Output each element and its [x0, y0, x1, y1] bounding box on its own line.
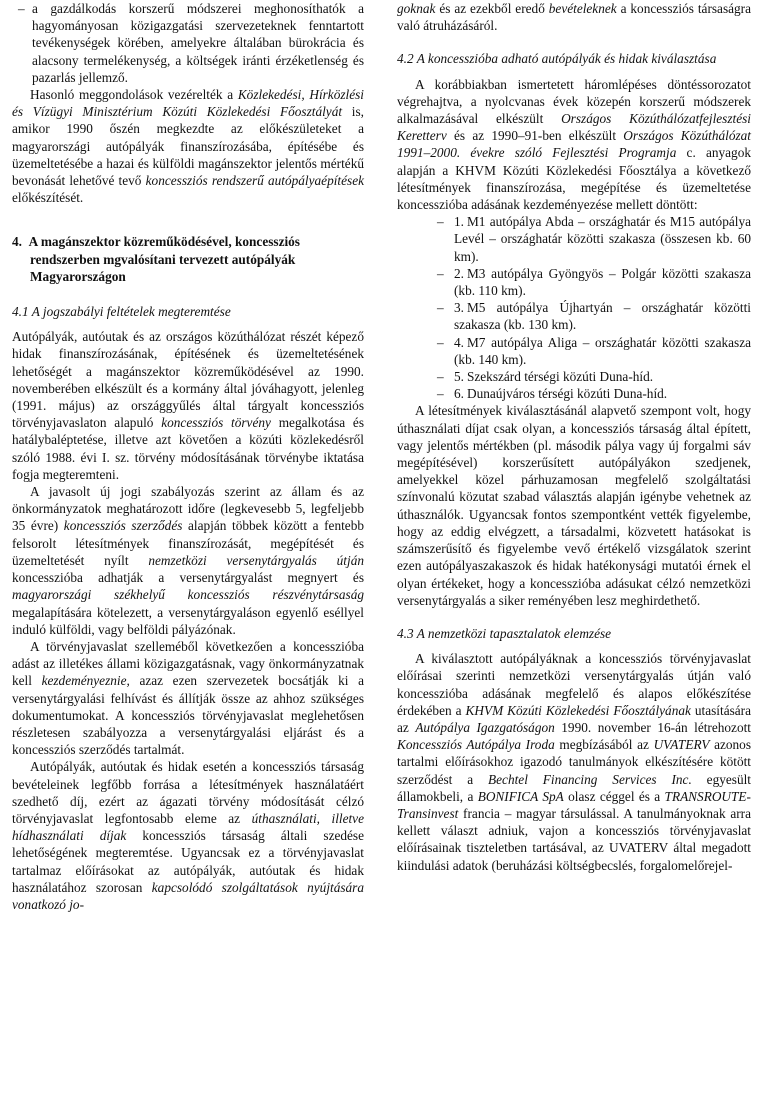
list-item: – 1. M1 autópálya Abda – országhatár és M15 autópálya Levél – országhatár közötti szakasza (összesen kb. 60 km).	[437, 214, 751, 264]
paragraph-initiation: A törvényjavaslat szelleméből következően a koncesszióba adást az illetékes állami közigazgatásnak, vagy önkormányzatnak kell kezdeményeznie, azaz ezen szervezetek bocsátják ki a versenytárgyalási felhívást és állítják össze az ahhoz szükséges dokumentumokat. A koncessziós törvényjavaslat meglehetősen részletesen szabályozza a versenytárgyalási eljárást és a koncessziós szerződés tartalmát.	[12, 638, 365, 758]
list-item: – 4. M7 autópálya Aliga – országhatár közötti szakasza (kb. 140 km).	[437, 334, 751, 367]
paragraph-criteria: A létesítmények kiválasztásánál alapvető szempont volt, hogy úthasználati díjat csak olyan, a koncessziós társaság által épített, vagy jelentős mértékben (pl. második pálya vagy új forgalmi sáv megépítésével) korszerűsített autópályákon szedjenek, amelyekkel közel párhuzamosan megfelelő szolgáltatási színvonalú közutat szabad választás alapján igénybe vehetnek az úthasználók. Ugyancsak fontos szempontként vették figyelembe, hogy az eddig elvégzett, a társadalmi, közvetett hatásokat is számszerűsítő és figyelembe vevő értékelő vizsgálatok szerint ezen autópályaszakaszok és hidak hatékonysági mutatói érnek el olyan értékeket, hogy a koncesszióba adásukat célzó nemzetközi versenytárgyalás a siker reményében lesz meghirdethető.	[397, 403, 751, 608]
list-item: – 3. M5 autópálya Újhartyán – országhatár közötti szakasza (kb. 130 km).	[437, 300, 751, 333]
paragraph-international: A kiválasztott autópályáknak a koncessziós törvényjavaslat előírásai szerinti nemzetközi versenytárgyalás útján való koncesszióba adásának megfelelő és alapos előkészítése érdekében a KHVM Közúti Közlekedési Főosztályának utasítására az Autópálya Igazgatóságon 1990. november 16-án létrehozott Koncessziós Autópálya Iroda megbízásából az UVATERV azonos tartalmi előírásokhoz igazodó tanulmányok elkészítésére kötött szerződést a Bechtel Financing Services Inc. egyesült államokbeli, a BONIFICA SpA olasz céggel és a TRANSROUTE-Transinvest francia – magyar társulással. A tanulmányoknak arra kellett választ adniuk, vajon a koncessziós törvényjavaslat előírásainak tiszteletben tartásával, az UVATERV által megadott kiindulási adatok (beruházási költségbecslés, forgalomelőrejel-	[397, 651, 752, 873]
list-item: – 5. Szekszárd térségi közúti Duna-híd.	[437, 369, 654, 385]
left-column	[12, 0, 364, 913]
paragraph-fees: Autópályák, autóutak és hidak esetén a koncessziós társaság bevételeinek legfőbb forrása a létesítmények használatáért szedhető díj, ezért az ágazati törvény módosítását célzó törvényjavaslat legfontosabb eleme az úthasználati, illetve hídhasználati díjak koncessziós társaság általi szedése lehetőségének megteremtése. Ugyancsak ez a törvényjavaslat tartalmaz előírásokat az autópályák, autóutak és hidak használatához szorosan kapcsolódó szolgáltatások nyújtására vonatkozó jo-	[12, 759, 364, 912]
right-column	[397, 0, 751, 874]
bullet-continuation: – a gazdálkodás korszerű módszerei meghonosíthatók a hagyományosan közigazgatási szervezeteknek fenntartott tevékenységek körében, amelyekre általában bürokrácia és alacsony termelékenység, a költségek iránti érzéketlenség és pazarlás jellemző.	[12, 0, 364, 86]
paragraph-regulation: A javasolt új jogi szabályozás szerint az állam és az önkormányzatok meghatározott időre (legkevesebb 5, legfeljebb 35 évre) koncessziós szerződés alapján többek között a fentebb felsorolt létesítmények finanszírozását, megépítését és üzemeltetését nyílt nemzetközi versenytárgyalás útján koncesszióba adhatják a versenytárgyalást megnyert és magyarországi székhelyű koncessziós részvénytársaság megalapítására kötelezett, a versenytárgyaláson egyenlő eséllyel induló külföldi, vagy belföldi pályázónak.	[12, 484, 364, 637]
paragraph-legal: Autópályák, autóutak és az országos közúthálózat részét képező hidak finanszírozásának, építésének és üzemeltetésének lehetőségét a magánszektor közreműködésével az 1990. novemberében elkészült és a kormány által jóváhagyott, jelenleg (1991. május) az országgyűlés által tárgyalt koncessziós törvényjavaslaton alapuló koncessziós törvény megalkotása és hatálybaléptetése, illetve azt követően a közúti közlekedésről szóló 1988. évi I. sz. törvény módosításának törvénybe iktatása fogja megteremteni.	[12, 329, 365, 482]
section-heading-4: 4. A magánszektor közreműködésével, koncessziós rendszerben mgvalósítani tervezett autópályák Magyarországon	[12, 234, 300, 284]
subsection-heading-4-1: 4.1 A jogszabályi feltételek megteremtése	[12, 304, 231, 320]
list-item: – 6. Dunaújváros térségi közúti Duna-híd.	[437, 386, 668, 402]
subsection-heading-4-3: 4.3 A nemzetközi tapasztalatok elemzése	[397, 625, 612, 641]
project-list	[397, 213, 751, 402]
paragraph-continuation: goknak és az ezekből eredő bevételeknek a koncessziós társaságra való átruházásáról.	[397, 1, 752, 34]
paragraph-selection: A korábbiakban ismertetett háromlépéses döntéssorozatot végrehajtva, a nyolcvanas évek közepén korszerű módszerek alkalmazásával elkészült Országos Közúthálózatfejlesztési Keretterv és az 1990–91-ben elkészült Országos Közúthálózat 1991–2000. évekre szóló Fejlesztési Programja c. anyagok alapján a KHVM Közúti Közlekedési Főosztálya a következő létesítmények finanszírozása, megépítése és üzemeltetése koncesszióba adásának kezdeményezése mellett döntött:	[397, 76, 751, 213]
paragraph-preparation: Hasonló meggondolások vezérelték a Közlekedési, Hírközlési és Vízügyi Minisztérium Közúti Közlekedési Főosztályát is, amikor 1990 őszén megkezdte az előkészületeket a magyarországi autópályák finanszírozásába, építésébe és üzemeltetésébe a hazai és külföldi magánszektor jelentős mértékű bevonását lehetővé tevő koncessziós rendszerű autópályaépítések előkészítését.	[12, 87, 364, 206]
subsection-heading-4-2: 4.2 A koncesszióba adható autópályák és hidak kiválasztása	[397, 51, 717, 67]
list-item: – 2. M3 autópálya Gyöngyös – Polgár közötti szakasza (kb. 110 km).	[437, 265, 751, 299]
